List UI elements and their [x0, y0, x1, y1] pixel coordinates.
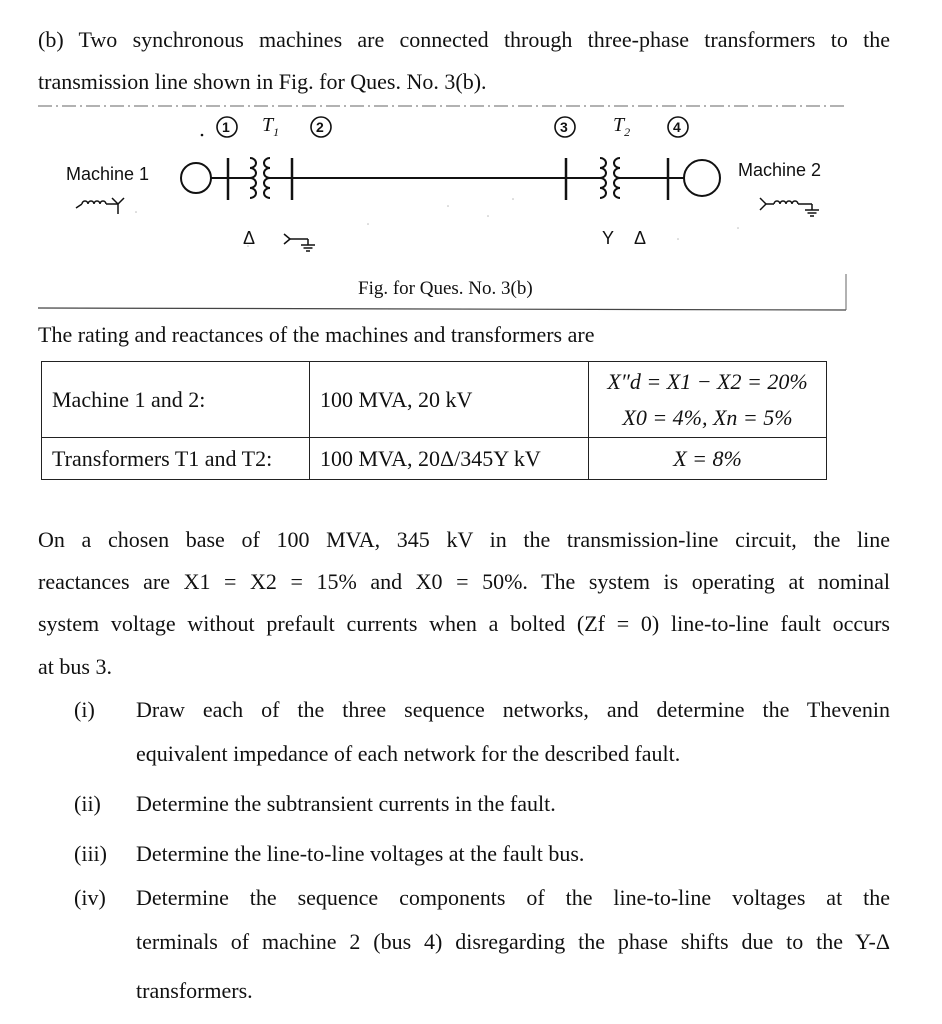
table-cell-reactance: X = 8% — [589, 438, 827, 480]
bus3-number: 3 — [560, 119, 568, 135]
t2-delta-connection: Δ — [634, 228, 647, 248]
intro-line-2: transmission line shown in Fig. for Ques. No. 3(b). — [38, 69, 487, 94]
t1-delta-connection: Δ — [243, 228, 256, 248]
item-number-iii: (iii) — [74, 841, 107, 866]
machine1-generator-icon — [181, 163, 211, 193]
item-iii-line-1: Determine the line-to-line voltages at the fault bus. — [136, 841, 585, 866]
bus4-number: 4 — [673, 119, 681, 135]
table-cell-label: Machine 1 and 2: — [42, 362, 310, 438]
bus2-number: 2 — [316, 119, 324, 135]
item-i-line-2: equivalent impedance of each network for the described fault. — [136, 741, 681, 766]
transformer-t2-icon — [600, 158, 620, 198]
para-line-2: reactances are X1 = X2 = 15% and X0 = 50%. The system is operating at nominal — [38, 569, 890, 594]
item-iv-line-3: transformers. — [136, 978, 253, 1003]
machine1-grounding-icon — [76, 198, 124, 214]
machine2-grounding-icon — [760, 198, 819, 216]
para-line-3: system voltage without prefault currents when a bolted (Zf = 0) line-to-line fault occurs — [38, 611, 890, 636]
item-iv-line-1: Determine the sequence components of the line-to-line voltages at the — [136, 885, 890, 910]
machine2-label: Machine 2 — [738, 160, 822, 180]
t1-label: $T_1$ — [262, 114, 280, 139]
intro-line-1: (b) Two synchronous machines are connected through three-phase transformers to the — [38, 27, 890, 52]
item-number-i: (i) — [74, 697, 95, 722]
table-cell-reactances — [589, 362, 827, 438]
figure-bottom-border — [38, 308, 846, 310]
t2-wye-connection: Y — [602, 228, 615, 248]
item-number-ii: (ii) — [74, 791, 101, 816]
table-cell-label: Transformers T1 and T2: — [42, 438, 310, 480]
item-iv-line-2: terminals of machine 2 (bus 4) disregarding the phase shifts due to the Y-Δ — [136, 929, 890, 954]
machine2-generator-icon — [684, 160, 720, 196]
reactance-line-1: X″d = X1 − X2 = 20% — [607, 368, 808, 394]
figure-one-line-diagram — [38, 104, 848, 312]
item-number-iv: (iv) — [74, 885, 106, 910]
table-row — [42, 362, 827, 438]
ratings-table — [41, 361, 827, 480]
para-line-1: On a chosen base of 100 MVA, 345 kV in the transmission-line circuit, the line — [38, 527, 890, 552]
bus1-number: 1 — [222, 119, 230, 135]
t1-grounded-wye-icon — [284, 234, 315, 251]
figure-caption: Fig. for Ques. No. 3(b) — [358, 278, 533, 299]
table-row — [42, 438, 827, 480]
table-cell-rating: 100 MVA, 20Δ/345Y kV — [310, 438, 589, 480]
table-cell-rating: 100 MVA, 20 kV — [310, 362, 589, 438]
ratings-intro: The rating and reactances of the machines and transformers are — [38, 322, 595, 347]
machine1-label: Machine 1 — [66, 164, 150, 184]
item-i-line-1: Draw each of the three sequence networks, and determine the Thevenin — [136, 697, 890, 722]
t2-label: $T_2$ — [613, 114, 631, 139]
item-ii-line-1: Determine the subtransient currents in the fault. — [136, 791, 556, 816]
para-line-4: at bus 3. — [38, 654, 112, 679]
transformer-t1-icon — [250, 158, 270, 198]
reactance-line-2: X0 = 4%, Xn = 5% — [622, 404, 793, 430]
